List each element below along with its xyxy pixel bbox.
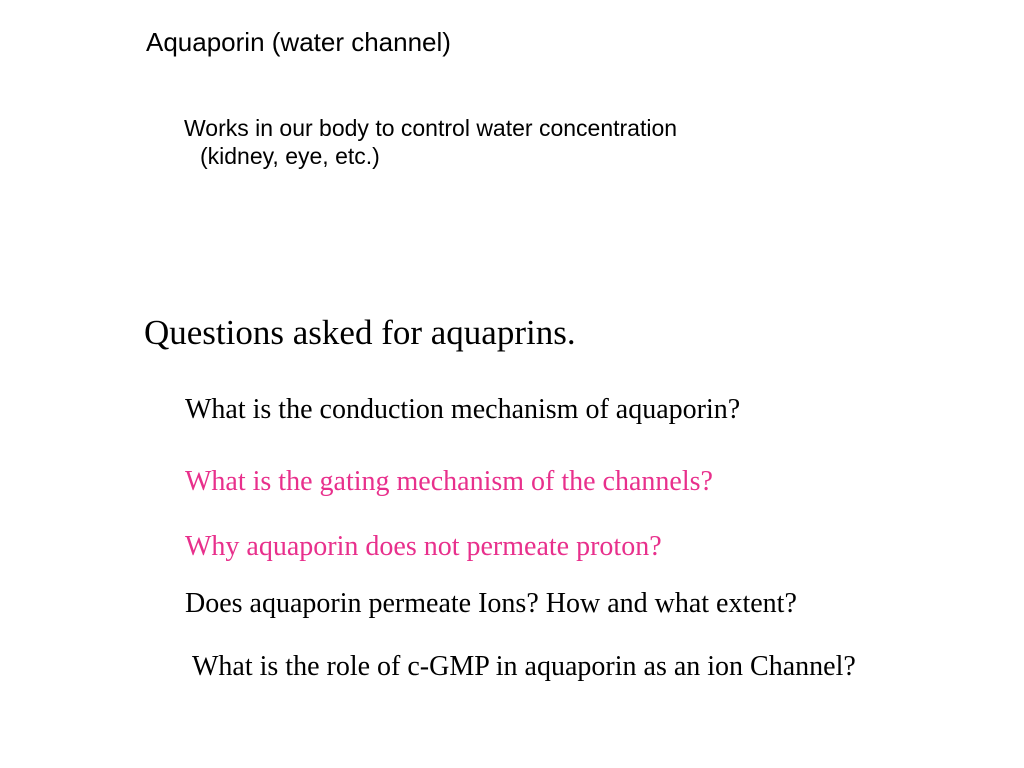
subtitle-line-2: (kidney, eye, etc.) bbox=[200, 143, 380, 169]
questions-heading: Questions asked for aquaprins. bbox=[144, 313, 576, 352]
question-gating: What is the gating mechanism of the channels? bbox=[185, 466, 713, 497]
subtitle-line-1: Works in our body to control water concentration bbox=[184, 115, 678, 141]
question-ions: Does aquaporin permeate Ions? How and what extent? bbox=[185, 588, 797, 619]
question-conduction: What is the conduction mechanism of aquaporin? bbox=[185, 394, 741, 425]
question-cgmp: What is the role of c-GMP in aquaporin as an ion Channel? bbox=[192, 651, 856, 682]
question-proton: Why aquaporin does not permeate proton? bbox=[185, 531, 662, 562]
slide-subtitle bbox=[184, 114, 677, 170]
slide-title: Aquaporin (water channel) bbox=[146, 27, 451, 57]
